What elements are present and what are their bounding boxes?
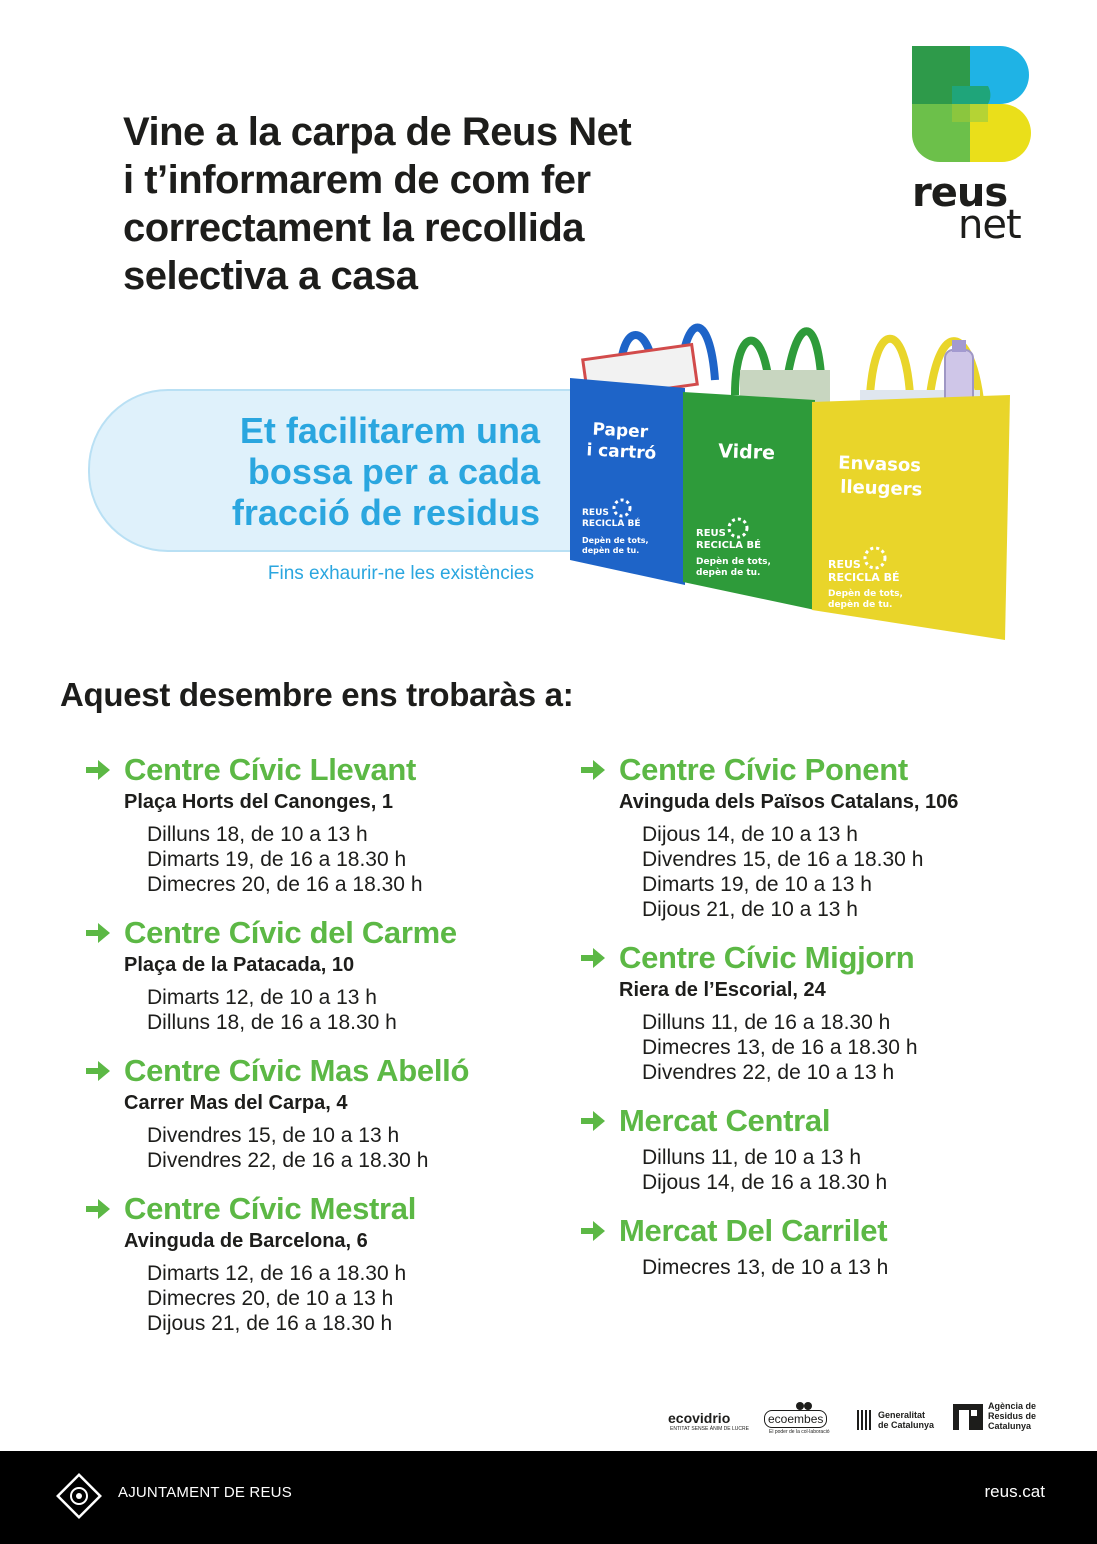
bag-brand-text: depèn de tu. (582, 546, 640, 555)
bag-brand-text: Depèn de tots, (582, 536, 649, 545)
bag-label-packaging: Envasos (837, 452, 922, 477)
headline-line: i t’informarem de com fer (123, 158, 591, 202)
time-slot: Dimarts 12, de 10 a 13 h (147, 986, 377, 1009)
sponsor-logos (668, 1398, 1048, 1438)
bag-brand-text: depèn de tu. (696, 568, 761, 578)
generalitat-logo: de Catalunya (878, 1420, 935, 1430)
headline-line: Vine a la carpa de Reus Net (123, 110, 632, 154)
bag-label-glass: Vidre (717, 440, 776, 465)
location-item (579, 1103, 1039, 1195)
bag-brand-text: RECICLA BÉ (696, 540, 761, 551)
location-times (642, 1255, 1039, 1280)
ecoembes-leaf-icon (794, 1398, 814, 1408)
arrow-right-icon (579, 946, 607, 970)
time-slot: Dijous 14, de 16 a 18.30 h (642, 1171, 888, 1194)
generalitat-logo: Generalitat (878, 1410, 926, 1420)
location-times (642, 1010, 1039, 1085)
location-address: Plaça de la Patacada, 10 (124, 954, 355, 976)
location-item (84, 915, 544, 1035)
ajuntament-emblem-icon (54, 1471, 104, 1521)
logo-word-net: net (958, 202, 1021, 248)
time-slot: Divendres 15, de 16 a 18.30 h (642, 848, 924, 871)
time-slot: Dijous 14, de 10 a 13 h (642, 823, 858, 846)
footer (0, 1451, 1097, 1544)
location-address: Avinguda de Barcelona, 6 (124, 1230, 368, 1252)
bag-label-packaging: lleugers (839, 476, 923, 501)
bag-brand-text: Depèn de tots, (696, 557, 771, 567)
location-times (642, 822, 1039, 922)
location-name: Centre Cívic Mestral (124, 1191, 417, 1226)
time-slot: Divendres 15, de 10 a 13 h (147, 1124, 400, 1147)
promo-line: bossa per a cada (247, 451, 540, 492)
time-slot: Dilluns 18, de 16 a 18.30 h (147, 1011, 397, 1034)
bag-brand-text: REUS (828, 558, 861, 571)
location-name: Centre Cívic Mas Abelló (124, 1053, 470, 1088)
time-slot: Dimecres 20, de 10 a 13 h (147, 1287, 394, 1310)
arrow-right-icon (84, 921, 112, 945)
time-slot: Dijous 21, de 16 a 18.30 h (147, 1312, 393, 1335)
locations-right-column (579, 752, 1039, 1280)
agencia-residus-emblem-icon (953, 1404, 983, 1430)
location-item (579, 752, 1039, 922)
locations-left-column (84, 752, 544, 1336)
headline-line: correctament la recollida (123, 206, 585, 250)
arrow-right-icon (84, 1197, 112, 1221)
arrow-right-icon (579, 758, 607, 782)
location-item (84, 752, 544, 897)
section-title: Aquest desembre ens trobaràs a: (60, 676, 574, 713)
location-item (579, 1213, 1039, 1280)
location-address: Avinguda dels Països Catalans, 106 (619, 791, 959, 813)
time-slot: Dimecres 13, de 16 a 18.30 h (642, 1036, 918, 1059)
location-address: Plaça Horts del Canonges, 1 (124, 791, 393, 813)
location-times (147, 985, 544, 1035)
location-name: Mercat Del Carrilet (619, 1213, 888, 1248)
location-times (147, 822, 544, 897)
time-slot: Dimecres 20, de 16 a 18.30 h (147, 873, 423, 896)
time-slot: Dimecres 13, de 10 a 13 h (642, 1256, 889, 1279)
bag-brand-text: REUS (582, 508, 609, 518)
ecoembes-logo: ecoembes (764, 1410, 827, 1428)
time-slot: Dilluns 11, de 16 a 18.30 h (642, 1011, 891, 1034)
time-slot: Dimarts 12, de 16 a 18.30 h (147, 1262, 407, 1285)
bag-brand-text: Depèn de tots, (828, 589, 903, 599)
recycling-bags-image (560, 300, 1020, 650)
location-name: Mercat Central (619, 1103, 831, 1138)
bag-brand-text: REUS (696, 528, 726, 539)
location-item (84, 1191, 544, 1336)
location-item (84, 1053, 544, 1173)
location-item (579, 940, 1039, 1085)
bag-brand-text: RECICLA BÉ (828, 571, 900, 584)
location-name: Centre Cívic Llevant (124, 752, 417, 787)
time-slot: Dimarts 19, de 10 a 13 h (642, 873, 872, 896)
bag-label-paper: Paper (591, 419, 649, 443)
promo-line: fracció de residus (231, 492, 540, 533)
location-name: Centre Cívic Migjorn (619, 940, 915, 975)
ecovidrio-tagline: ENTITAT SENSE ÀNIM DE LUCRE (670, 1426, 749, 1432)
time-slot: Dimarts 19, de 16 a 18.30 h (147, 848, 407, 871)
logo-word-reus: reus (912, 170, 1008, 216)
headline-line: selectiva a casa (123, 254, 418, 298)
time-slot: Divendres 22, de 16 a 18.30 h (147, 1149, 429, 1172)
location-address: Carrer Mas del Carpa, 4 (124, 1092, 348, 1114)
footer-url[interactable]: reus.cat (984, 1482, 1045, 1501)
reus-net-logo-mark-icon (912, 46, 1032, 166)
arrow-right-icon (84, 1059, 112, 1083)
bag-label-paper: i cartró (585, 440, 657, 464)
reus-net-logo (912, 46, 1032, 246)
arrow-right-icon (84, 758, 112, 782)
agencia-residus-logo: Residus de (988, 1411, 1037, 1421)
location-address: Riera de l’Escorial, 24 (619, 979, 826, 1001)
ecoembes-tagline: El poder de la col·laboració (769, 1429, 830, 1435)
ecovidrio-logo: ecovidrio (668, 1410, 731, 1426)
time-slot: Dilluns 11, de 10 a 13 h (642, 1146, 862, 1169)
location-name: Centre Cívic del Carme (124, 915, 457, 950)
headline (123, 108, 763, 300)
time-slot: Dijous 21, de 10 a 13 h (642, 898, 858, 921)
time-slot: Dilluns 18, de 10 a 13 h (147, 823, 368, 846)
location-times (642, 1145, 1039, 1195)
promo-text (120, 410, 540, 533)
generalitat-emblem-icon (857, 1410, 873, 1430)
location-times (147, 1261, 544, 1336)
time-slot: Divendres 22, de 10 a 13 h (642, 1061, 895, 1084)
location-name: Centre Cívic Ponent (619, 752, 908, 787)
promo-line: Et facilitarem una (239, 410, 540, 451)
agencia-residus-logo: Agència de (988, 1401, 1037, 1411)
agencia-residus-logo: Catalunya (988, 1421, 1032, 1431)
stock-note: Fins exhaurir-ne les existències (267, 563, 534, 584)
location-times (147, 1123, 544, 1173)
arrow-right-icon (579, 1219, 607, 1243)
arrow-right-icon (579, 1109, 607, 1133)
bag-brand-text: RECICLA BÉ (582, 519, 641, 529)
bag-brand-text: depèn de tu. (828, 600, 893, 610)
footer-org-name: AJUNTAMENT DE REUS (118, 1484, 292, 1501)
